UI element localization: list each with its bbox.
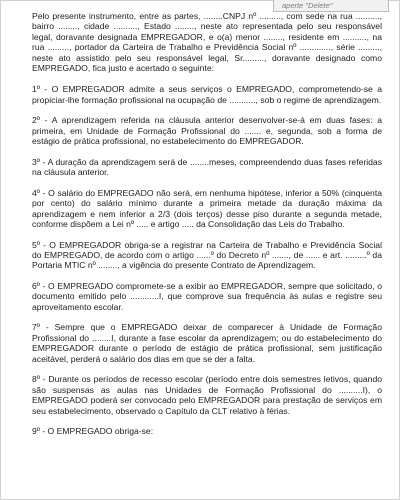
paragraph-preamble: Pelo presente instrumento, entre as partes, ........CNPJ nº ........., com sede na rua .........., bairro ........, cidade .........., Estado ........, neste ato representada pelo seu responsável legal, doravante designada EMPREGADOR, e o(a) menor ........, residente em .........., na rua ........., portador da Carteira de Trabalho e Previdência Social nº ............., série ........., neste ato assistido pelo seu responsável legal, Sr........., doravante designado como EMPREGADO, fica justo e acertado o seguinte: bbox=[32, 11, 382, 74]
paragraph-clause-9: 9º - O EMPREGADO obriga-se: bbox=[32, 426, 154, 437]
paragraph-clause-8: 8º - Durante os períodos de recesso escolar (período entre dois semestres letivos, quando são suspensas as aulas nas Unidades de Formação Profissional do ..........I), o EMPREGADO poderá ser convocado pelo EMPREGADOR para prestação de serviços em seu estabelecimento, observado o Capítulo da CLT relativo à férias. bbox=[32, 374, 382, 416]
paragraph-clause-2: 2º - A aprendizagem referida na cláusula anterior desenvolver-se-á em duas fases: a primeira, em Unidade de Formação Profissional do ....... e, segunda, sob a forma de estágio de prática profissional, no estabelecimento do EMPREGADOR. bbox=[32, 115, 382, 147]
paragraph-clause-1: 1º - O EMPREGADOR admite a seus serviços o EMPREGADO, comprometendo-se a propiciar-lhe formação profissional na ocupação de ..........., sob o regime de aprendizagem. bbox=[32, 84, 382, 105]
delete-hint-text: aperte "Delete" bbox=[282, 1, 333, 10]
paragraph-clause-6: 6º - O EMPREGADO compromete-se a exibir ao EMPREGADOR, sempre que solicitado, o documento emitido pelo ............I, que comprove sua frequência às aulas e registre seu aproveitamento escolar. bbox=[32, 281, 382, 312]
document-body[interactable] bbox=[32, 11, 382, 447]
paragraph-clause-4: 4º - O salário do EMPREGADO não será, em nenhuma hipótese, inferior a 50% (cinquenta por cento) do salário mínimo durante a primeira metade da duração máxima da aprendizagem e nem inferior a 2/3 (dois terços) desse piso durante a segunda metade, conforme dispõem a Lei nº ..... e artigo ..... da Consolidação das Leis do Trabalho. bbox=[32, 187, 382, 230]
paragraph-clause-7: 7º - Sempre que o EMPREGADO deixar de comparecer à Unidade de Formação Profissional do ........I, durante a fase escolar da aprendizagem; ou do estabelecimento do EMPREGADOR durante o período de estágio de prática profissional, sem justificação aceitável, perderá o salário dos dias em que se der a falta. bbox=[32, 322, 382, 364]
paragraph-clause-3: 3º - A duração da aprendizagem será de ........meses, compreendendo duas fases referidas na cláusula anterior. bbox=[32, 156, 382, 178]
paragraph-clause-5: 5º - O EMPREGADOR obriga-se a registrar na Carteira de Trabalho e Previdência Social do EMPREGADO, de acordo com o artigo ......º do Decreto nº ......., de ...... e art. .........º da Portaria MTIC nº ........, a vigência do presente Contrato de Aprendizagem. bbox=[32, 239, 382, 271]
